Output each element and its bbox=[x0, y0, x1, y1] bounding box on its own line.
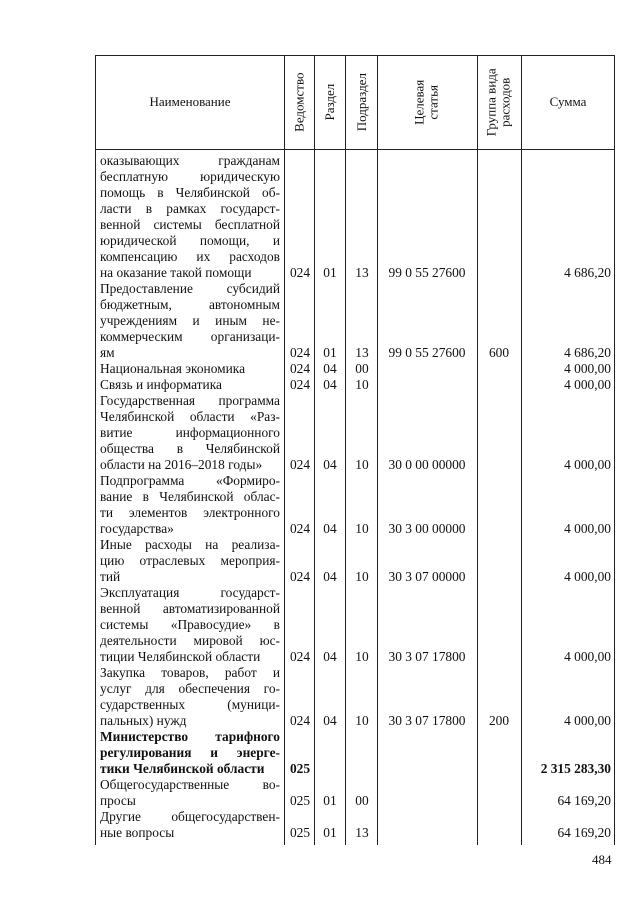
row-celevaya: 30 3 00 00000 bbox=[388, 521, 466, 536]
row-summa: 4 000,00 bbox=[564, 521, 611, 536]
table-row bbox=[95, 473, 615, 537]
row-podrazdel: 13 bbox=[355, 825, 369, 840]
table-row bbox=[95, 153, 615, 281]
row-podrazdel: 10 bbox=[355, 713, 369, 728]
row-name-line: тики Челябинской области bbox=[100, 761, 265, 776]
row-name bbox=[100, 665, 280, 729]
row-name bbox=[100, 585, 280, 665]
row-vedomstvo: 024 bbox=[289, 569, 311, 584]
row-name-line: сударственных (муници- bbox=[100, 697, 280, 712]
row-vedomstvo: 024 bbox=[289, 345, 311, 360]
row-name-line: государства» bbox=[100, 521, 174, 536]
row-name bbox=[100, 777, 280, 809]
header-razdel-label: Раздел bbox=[321, 83, 337, 121]
row-name bbox=[100, 393, 280, 473]
row-name-line: Общегосударственные во- bbox=[100, 777, 280, 792]
header-celevaya-label bbox=[413, 79, 442, 124]
row-podrazdel: 00 bbox=[355, 361, 369, 376]
row-razdel: 01 bbox=[323, 825, 337, 840]
row-vedomstvo: 024 bbox=[289, 265, 311, 280]
row-celevaya: 30 3 07 17800 bbox=[388, 713, 466, 728]
header-podrazdel bbox=[347, 55, 377, 149]
row-vedomstvo: 024 bbox=[289, 713, 311, 728]
row-vedomstvo: 025 bbox=[289, 793, 311, 808]
row-name-line: деятельности мировой юс- bbox=[100, 633, 280, 648]
row-name-line: Закупка товаров, работ и bbox=[100, 665, 280, 680]
row-podrazdel: 10 bbox=[355, 521, 369, 536]
row-name bbox=[100, 361, 280, 377]
table-row bbox=[95, 729, 615, 777]
row-summa: 4 000,00 bbox=[564, 569, 611, 584]
row-name-line: системы «Правосудие» в bbox=[100, 617, 280, 632]
table-row bbox=[95, 281, 615, 361]
budget-table bbox=[95, 55, 615, 855]
row-name-line: бюджетным, автономным bbox=[100, 297, 280, 312]
header-gruppa-label bbox=[485, 68, 514, 136]
page-number: 484 bbox=[592, 852, 612, 867]
row-name bbox=[100, 537, 280, 585]
row-name-line: Эксплуатация государст- bbox=[100, 585, 280, 600]
header-name bbox=[95, 55, 285, 149]
row-name-line: ти элементов электронного bbox=[100, 505, 280, 520]
row-vedomstvo: 024 bbox=[289, 521, 311, 536]
header-celevaya bbox=[377, 55, 477, 149]
header-celevaya-line2: статья bbox=[425, 84, 441, 120]
row-name-line: учреждениям и иным не- bbox=[100, 313, 280, 328]
row-summa: 4 000,00 bbox=[564, 713, 611, 728]
row-vedomstvo: 024 bbox=[289, 649, 311, 664]
header-summa-label: Сумма bbox=[549, 94, 587, 109]
row-name-line: пальных) нужд bbox=[100, 713, 187, 728]
row-name-line: венной системы бесплатной bbox=[100, 217, 280, 232]
table-row bbox=[95, 777, 615, 809]
row-podrazdel: 10 bbox=[355, 569, 369, 584]
row-name bbox=[100, 281, 280, 361]
table-row bbox=[95, 585, 615, 665]
row-name-line: услуг для обеспечения го- bbox=[100, 681, 280, 696]
row-name-line: области на 2016–2018 годы» bbox=[100, 457, 263, 472]
row-name-line: оказывающих гражданам bbox=[100, 153, 280, 168]
row-name-line: коммерческим организаци- bbox=[100, 329, 280, 344]
row-name-line: тиции Челябинской области bbox=[100, 649, 261, 664]
row-celevaya: 30 0 00 00000 bbox=[388, 457, 466, 472]
row-gruppa: 200 bbox=[488, 713, 510, 728]
row-name-line: Челябинской области «Раз- bbox=[100, 409, 280, 424]
row-razdel: 04 bbox=[323, 649, 337, 664]
row-summa: 4 686,20 bbox=[564, 345, 611, 360]
row-razdel: 04 bbox=[323, 521, 337, 536]
row-razdel: 04 bbox=[323, 361, 337, 376]
row-summa: 2 315 283,30 bbox=[540, 761, 611, 776]
row-name-line: Другие общегосударствен- bbox=[100, 809, 280, 824]
row-name-line: Иные расходы на реализа- bbox=[100, 537, 280, 552]
row-name-line: ям bbox=[100, 345, 115, 360]
row-podrazdel: 13 bbox=[355, 265, 369, 280]
row-name-line: бесплатную юридическую bbox=[100, 169, 280, 184]
row-razdel: 01 bbox=[323, 265, 337, 280]
row-name-line: компенсацию их расходов bbox=[100, 249, 280, 264]
row-gruppa: 600 bbox=[488, 345, 510, 360]
row-name-line: витие информационного bbox=[100, 425, 280, 440]
row-name-line: Национальная экономика bbox=[100, 361, 246, 376]
table-row bbox=[95, 809, 615, 841]
table-top-border bbox=[95, 55, 615, 56]
table-row bbox=[95, 537, 615, 585]
row-summa: 4 686,20 bbox=[564, 265, 611, 280]
header-gruppa-line2: расходов bbox=[498, 77, 514, 127]
row-summa: 64 169,20 bbox=[557, 825, 611, 840]
header-gruppa-line1: Группа вида bbox=[483, 68, 499, 136]
table-row bbox=[95, 665, 615, 729]
row-name-line: венной автоматизированной bbox=[100, 601, 280, 616]
row-name-line: просы bbox=[100, 793, 136, 808]
row-summa: 4 000,00 bbox=[564, 457, 611, 472]
row-summa: 4 000,00 bbox=[564, 377, 611, 392]
row-name-line: Связь и информатика bbox=[100, 377, 222, 392]
row-name bbox=[100, 473, 280, 537]
row-name-line: ные вопросы bbox=[100, 825, 175, 840]
row-name-line: на оказание такой помощи bbox=[100, 265, 252, 280]
header-vedomstvo bbox=[285, 55, 315, 149]
header-gruppa bbox=[477, 55, 521, 149]
table-row bbox=[95, 377, 615, 393]
header-razdel bbox=[315, 55, 345, 149]
table-row bbox=[95, 361, 615, 377]
header-bottom-border bbox=[95, 149, 615, 150]
row-podrazdel: 13 bbox=[355, 345, 369, 360]
row-name-line: Министерство тарифного bbox=[100, 729, 280, 744]
row-razdel: 01 bbox=[323, 793, 337, 808]
row-name-line: ласти в рамках государст- bbox=[100, 201, 280, 216]
row-name bbox=[100, 729, 280, 777]
row-vedomstvo: 025 bbox=[289, 825, 311, 840]
row-name-line: тий bbox=[100, 569, 121, 584]
row-name-line: Предоставление субсидий bbox=[100, 281, 280, 296]
row-vedomstvo: 024 bbox=[289, 377, 311, 392]
row-name bbox=[100, 153, 280, 281]
row-podrazdel: 10 bbox=[355, 649, 369, 664]
row-razdel: 04 bbox=[323, 713, 337, 728]
row-podrazdel: 10 bbox=[355, 377, 369, 392]
row-podrazdel: 10 bbox=[355, 457, 369, 472]
row-name-line: помощь в Челябинской об- bbox=[100, 185, 280, 200]
row-summa: 4 000,00 bbox=[564, 649, 611, 664]
row-podrazdel: 00 bbox=[355, 793, 369, 808]
row-celevaya: 30 3 07 00000 bbox=[388, 569, 466, 584]
row-celevaya: 99 0 55 27600 bbox=[388, 345, 466, 360]
row-name bbox=[100, 377, 280, 393]
row-razdel: 04 bbox=[323, 457, 337, 472]
row-razdel: 01 bbox=[323, 345, 337, 360]
row-vedomstvo: 024 bbox=[289, 361, 311, 376]
row-summa: 64 169,20 bbox=[557, 793, 611, 808]
header-podrazdel-label: Подраздел bbox=[353, 72, 369, 132]
row-celevaya: 99 0 55 27600 bbox=[388, 265, 466, 280]
row-vedomstvo: 024 bbox=[289, 457, 311, 472]
header-name-label: Наименование bbox=[149, 94, 231, 109]
row-name-line: вание в Челябинской облас- bbox=[100, 489, 280, 504]
row-name-line: Подпрограмма «Формиро- bbox=[100, 473, 280, 488]
row-name-line: регулирования и энерге- bbox=[100, 745, 280, 760]
row-name-line: Государственная программа bbox=[100, 393, 280, 408]
row-celevaya: 30 3 07 17800 bbox=[388, 649, 466, 664]
row-name-line: цию отраслевых мероприя- bbox=[100, 553, 280, 568]
row-razdel: 04 bbox=[323, 569, 337, 584]
header-summa bbox=[521, 55, 615, 149]
row-name-line: общества в Челябинской bbox=[100, 441, 280, 456]
row-vedomstvo: 025 bbox=[289, 761, 311, 776]
row-name-line: юридической помощи, и bbox=[100, 233, 280, 248]
row-name bbox=[100, 809, 280, 841]
table-row bbox=[95, 393, 615, 473]
header-vedomstvo-label: Ведомство bbox=[291, 72, 307, 132]
row-razdel: 04 bbox=[323, 377, 337, 392]
row-summa: 4 000,00 bbox=[564, 361, 611, 376]
header-celevaya-line1: Целевая bbox=[411, 79, 427, 125]
